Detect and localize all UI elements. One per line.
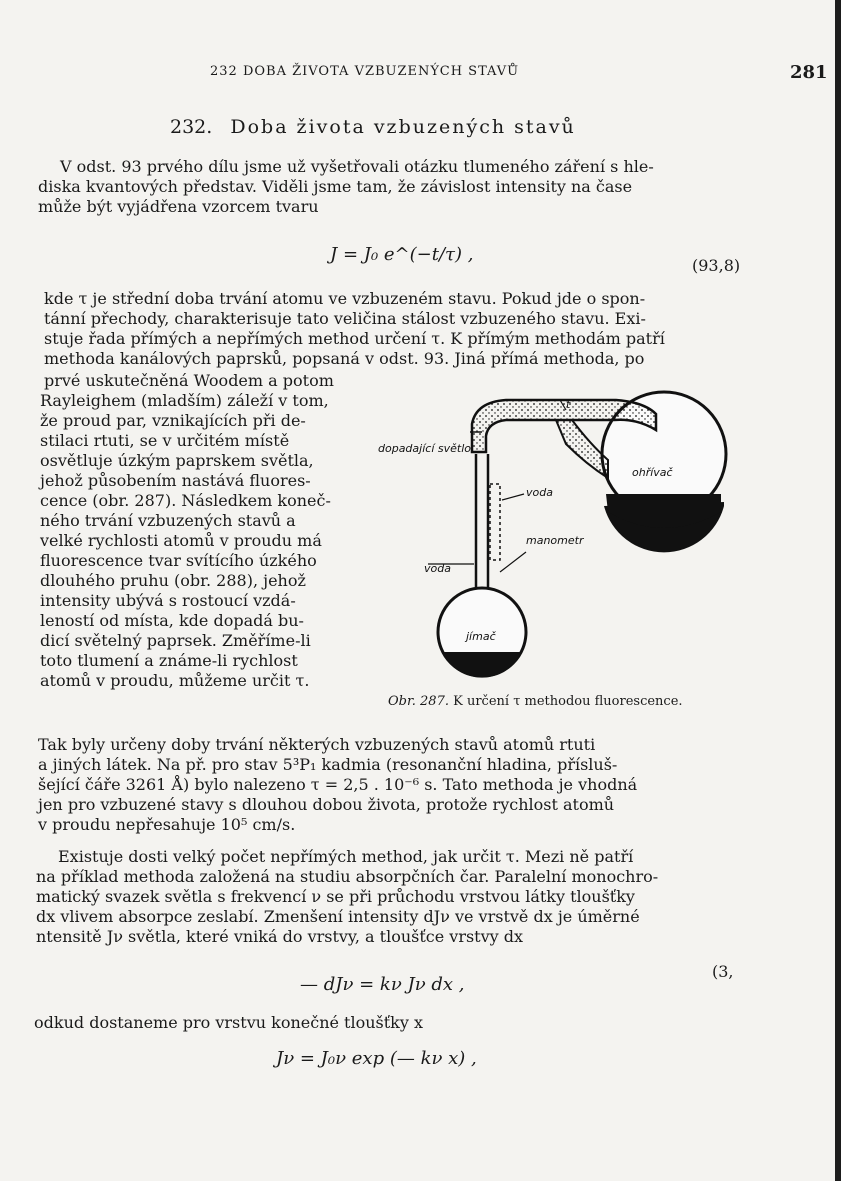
text-line: na příklad methoda založená na studiu absorpčních čar. Paralelní monochro- [36,867,659,886]
label-heater: ohřívač [632,466,673,479]
text-line: V odst. 93 prvého dílu jsme už vyšetřovali otázku tlumeného záření s hle- [60,157,654,176]
cooling-coil [490,484,500,560]
text-line: Tak byly určeny doby trvání některých vzbuzených stavů atomů rtuti [38,735,596,754]
page-number: 281 [790,62,828,83]
text-line: Rayleighem (mladším) záleží v tom, [40,391,329,410]
text-line: atomů v proudu, můžeme určit τ. [40,671,310,690]
text-line: může být vyjádřena vzorcem tvaru [38,197,319,216]
equation-exponential: Jν = J₀ν exp (— kν x) , [276,1048,477,1069]
equation-number: (93,8) [692,256,741,275]
text-line: osvětluje úzkým paprskem světla, [40,451,314,470]
page-edge [835,0,841,1181]
section-number: 232. [170,116,213,138]
text-line: dlouhého pruhu (obr. 288), jehož [40,571,306,590]
text-line: jehož působením nastává fluores- [40,471,311,490]
text-line: methoda kanálových paprsků, popsaná v odst. 93. Jiná přímá methoda, po [44,349,645,368]
label-water-left: voda [424,562,451,575]
text-line: ntensitě Jν světla, které vniká do vrstvy, a tloušťce vrstvy dx [36,927,524,946]
text-line: stuje řada přímých a nepřímých method určení τ. K přímým methodám patří [44,329,665,348]
fluorescence-apparatus-figure [376,384,736,684]
figure-caption [388,694,683,709]
text-line: diska kvantových představ. Viděli jsme tam, že závislost intensity na čase [38,177,633,196]
text-line: odkud dostaneme pro vrstvu konečné tloušťky x [34,1013,424,1032]
caption-text: K určení τ methodou fluorescence. [453,694,683,709]
text-line: leností od místa, kde dopadá bu- [40,611,304,630]
equation-number-partial: (3, [712,962,734,981]
text-line: Existuje dosti velký počet nepřímých method, jak určit τ. Mezi ně patří [58,847,634,866]
label-water-top: voda [526,486,553,499]
text-line: jen pro vzbuzené stavy s dlouhou dobou života, protože rychlost atomů [38,795,615,814]
text-line: tánní přechody, charakterisuje tato veličina stálost vzbuzeného stavu. Exi- [44,309,646,328]
equation-93-8: J = J₀ e^(−t/τ) , [330,244,474,265]
label-receiver: jímač [466,630,496,643]
text-line: ného trvání vzbuzených stavů a [40,511,296,530]
label-t-mark: t [566,398,571,411]
text-line: matický svazek světla s frekvencí ν se při průchodu vrstvou látky tloušťky [36,887,635,906]
equation-absorption: — dJν = kν Jν dx , [300,974,465,995]
text-line: intensity ubývá s rostoucí vzdá- [40,591,296,610]
text-line: dicí světelný paprsek. Změříme-li [40,631,311,650]
text-line: že proud par, vznikajících při de- [40,411,306,430]
receiver-flask [438,454,526,678]
section-title [170,116,576,138]
text-line: dx vlivem absorpce zeslabí. Zmenšení intensity dJν ve vrstvě dx je úměrné [36,907,640,926]
label-incident-light: dopadající světlo [378,442,471,455]
text-line: cence (obr. 287). Následkem koneč- [40,491,331,510]
text-line: v proudu nepřesahuje 10⁵ cm/s. [38,815,296,834]
section-title-text: Doba života vzbuzených stavů [230,116,576,138]
text-line: a jiných látek. Na př. pro stav 5³P₁ kadmia (resonanční hladina, přísluš- [38,755,618,774]
text-line: prvé uskutečněná Woodem a potom [44,371,334,390]
text-line: stilaci rtuti, se v určitém místě [40,431,290,450]
text-line: velké rychlosti atomů v proudu má [40,531,322,550]
text-line: šející čáře 3261 Å) bylo nalezeno τ = 2,5 . 10⁻⁶ s. Tato methoda je vhodná [38,775,638,794]
text-line: fluorescence tvar svítícího úzkého [40,551,317,570]
text-line: toto tlumení a známe-li rychlost [40,651,298,670]
label-manometer: manometr [526,534,584,547]
text-line: kde τ je střední doba trvání atomu ve vzbuzeném stavu. Pokud jde o spon- [44,289,646,308]
running-head: 232 DOBA ŽIVOTA VZBUZENÝCH STAVŮ [210,64,520,79]
caption-prefix: Obr. 287. [388,694,449,709]
